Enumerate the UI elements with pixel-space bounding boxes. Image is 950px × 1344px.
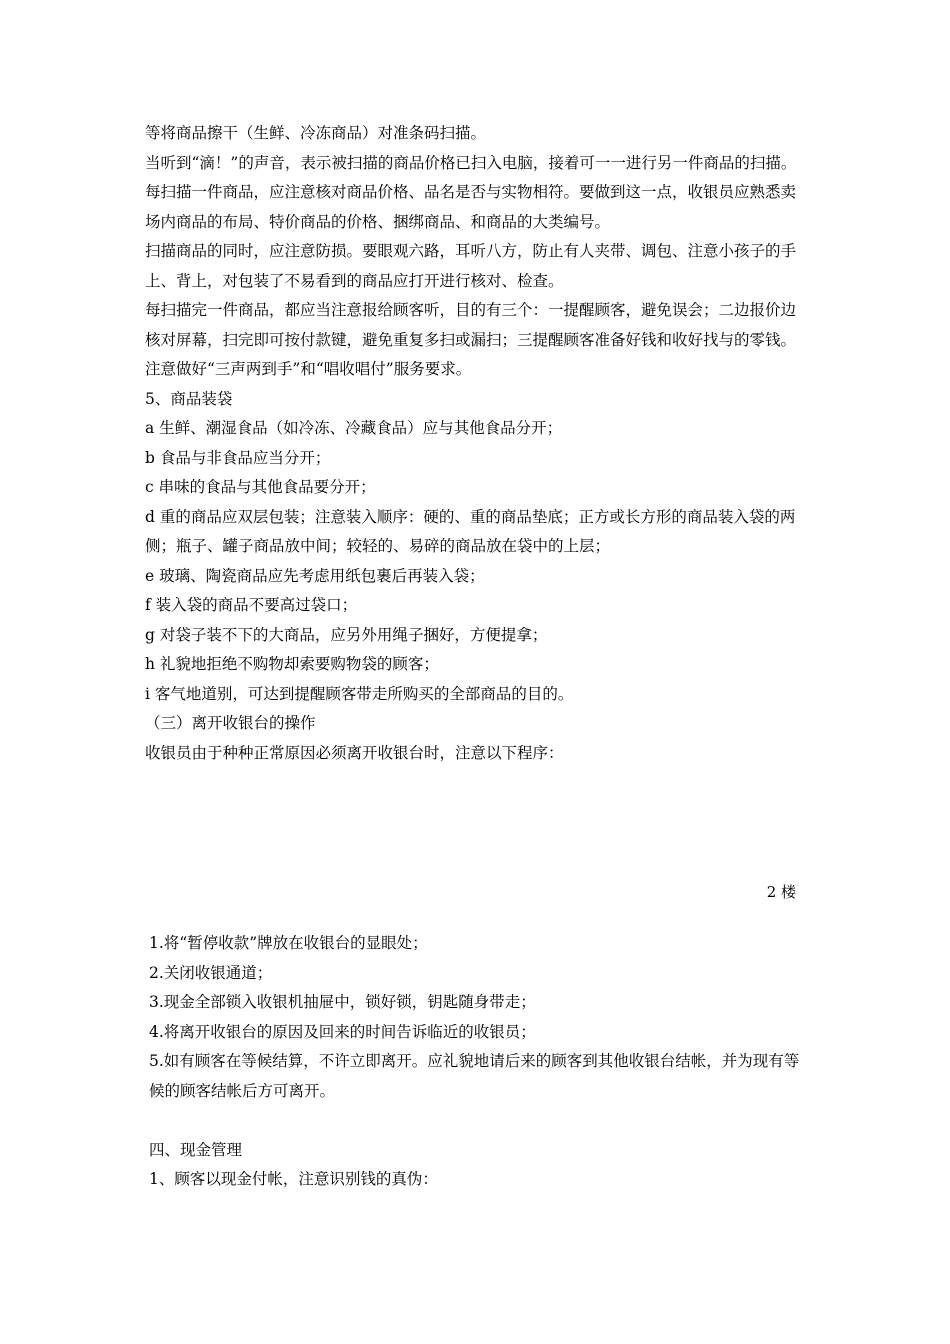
spacer: [149, 1106, 800, 1136]
section-heading: （三）离开收银台的操作: [145, 714, 316, 732]
list-item: b 食品与非食品应当分开；: [145, 448, 331, 467]
section-heading: 5、商品装袋: [145, 389, 233, 408]
paragraph: 每扫描一件商品，应注意核对商品价格、品名是否与实物相符。要做到这一点，收银员应熟悉卖场内商品的布局、特价商品的价格、捆绑商品、和商品的大类编号。: [145, 183, 797, 231]
floor-label: 2 楼: [766, 883, 796, 901]
paragraph: 当听到“滴！”的声音，表示被扫描的商品价格已扫入电脑，接着可一一进行另一件商品的扫描。: [145, 153, 797, 172]
paragraph: 等将商品擦干（生鲜、冷冻商品）对准条码扫描。: [145, 124, 487, 142]
list-item: g 对袋子装不下的大商品，应另外用绳子捆好，方便提拿；: [145, 625, 548, 644]
section-heading: 四、现金管理: [149, 1140, 243, 1159]
list-item: a 生鲜、潮湿食品（如冷冻、冷藏食品）应与其他食品分开；: [145, 419, 563, 437]
list-item: d 重的商品应双层包装；注意装入顺序：硬的、重的商品垫底；正方或长方形的商品装入袋的两侧；瓶子、罐子商品放中间；较轻的、易碎的商品放在袋中的上层；: [145, 507, 796, 555]
list-item: e 玻璃、陶瓷商品应先考虑用纸包裹后再装入袋；: [145, 566, 485, 585]
list-item: f 装入袋的商品不要高过袋口；: [145, 596, 358, 614]
top-text-block: [145, 119, 800, 768]
list-item: 3.现金全部锁入收银机抽屉中，锁好锁，钥匙随身带走；: [149, 993, 536, 1011]
list-item: 2.关闭收银通道；: [149, 963, 273, 982]
bottom-text-block: [149, 929, 800, 1195]
list-item: 5.如有顾客在等候结算，不许立即离开。应礼貌地请后来的顾客到其他收银台结帐，并为现有等候的顾客结帐后方可离开。: [149, 1052, 800, 1100]
list-item: 1.将“暂停收款”牌放在收银台的显眼处；: [149, 934, 428, 952]
list-item: h 礼貌地拒绝不购物却索要购物袋的顾客；: [145, 655, 439, 673]
list-item: 4.将离开收银台的原因及回来的时间告诉临近的收银员；: [149, 1022, 536, 1041]
paragraph: 收银员由于种种正常原因必须离开收银台时，注意以下程序：: [145, 743, 564, 762]
list-item: c 串味的食品与其他食品要分开；: [145, 478, 376, 496]
list-item: i 客气地道别，可达到提醒顾客带走所购买的全部商品的目的。: [145, 684, 574, 703]
paragraph: 每扫描完一件商品，都应当注意报给顾客听，目的有三个：一提醒顾客，避免误会；二边报价边核对屏幕，扫完即可按付款键，避免重复多扫或漏扫；三提醒顾客准备好钱和收好找与的零钱。: [145, 301, 797, 349]
paragraph: 1、顾客以现金付帐，注意识别钱的真伪：: [149, 1170, 438, 1188]
paragraph: 扫描商品的同时，应注意防损。要眼观六路，耳听八方，防止有人夹带、调包、注意小孩子的手上、背上，对包装了不易看到的商品应打开进行核对、检查。: [145, 242, 797, 290]
paragraph: 注意做好“三声两到手”和“唱收唱付”服务要求。: [145, 360, 472, 378]
